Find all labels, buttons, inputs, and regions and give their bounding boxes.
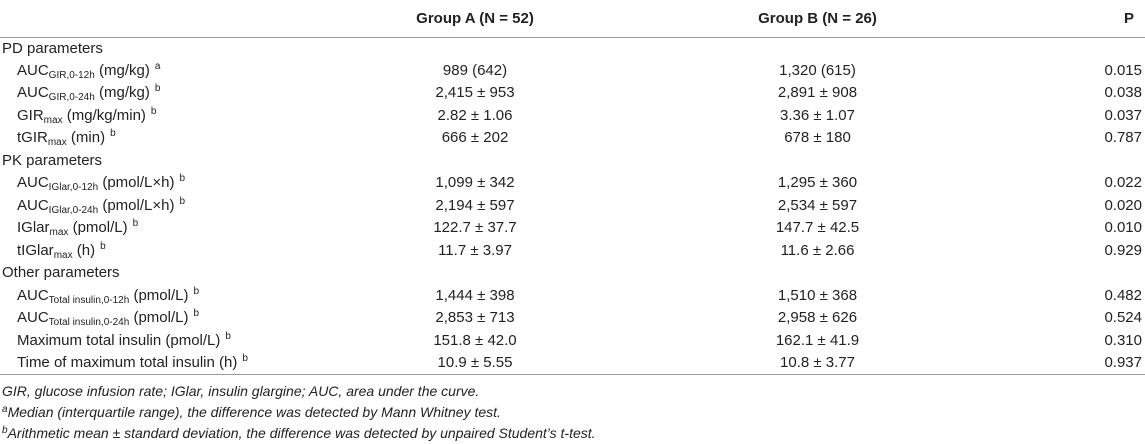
footnote-marker: b [179,173,186,185]
group-a-value: 151.8 ± 42.0 [433,331,517,349]
header-cell-group-a: Group A (N = 52) [330,0,620,37]
group-b-value: 10.8 ± 3.77 [620,352,1015,375]
table-row [0,105,1145,128]
group-a-value: 122.7 ± 37.7 [433,219,517,237]
parameter-base: Time of maximum total insulin (h) [17,354,238,371]
p-value: 0.015 [1104,61,1142,79]
parameter-unit: (mg/kg) [94,61,150,79]
parameter-unit: (pmol/L) [68,219,128,237]
section-title: PK parameters [2,151,103,169]
footnote-marker: b [110,128,116,140]
parameter-unit: (pmol/L) [129,286,189,304]
footnote-mark: a [2,404,8,415]
footnotes [0,381,1145,444]
p-value: 0.038 [1104,84,1142,102]
table-row [0,217,1145,240]
parameter-label [0,352,330,375]
header-row [0,0,1145,37]
table-row [0,240,1145,263]
group-a-value: 1,444 ± 398 [435,286,515,304]
parameter-subscript: max [43,114,63,126]
group-a-value: 2,415 ± 953 [435,84,515,102]
footnote-mark: b [2,425,8,436]
footnote [0,423,1145,444]
footnote-text: Median (interquartile range), the difference was detected by Mann Whitney test. [7,404,501,420]
parameter-base: tIGlar [17,241,54,259]
p-value: 0.020 [1104,196,1142,214]
header-cell-group-b: Group B (N = 26) [620,0,1015,37]
footnote-marker: b [179,195,186,207]
footnote-text: Arithmetic mean ± standard deviation, the difference was detected by unpaired Student’s t-test. [7,425,596,441]
footnote-marker: b [150,105,157,117]
group-b-value: 1,510 ± 368 [777,286,858,304]
parameter-base: AUC [17,174,49,192]
p-value: 0.037 [1104,106,1142,124]
parameter-unit: (pmol/L) [129,309,189,327]
group-b-value: 11.6 ± 2.66 [780,241,855,259]
p-value: 0.929 [1104,241,1142,259]
footnote [0,402,1145,423]
parameter-base: IGlar [17,219,50,237]
p-value: 0.010 [1104,219,1142,237]
header-cell-parameter [0,0,330,37]
p-value: 0.022 [1104,174,1142,192]
table-row [0,60,1145,83]
parameter-subscript: Total insulin,0-12h [48,294,130,306]
group-a-value: 1,099 ± 342 [435,174,515,192]
footnote-marker: a [154,60,161,72]
parameter-base: AUC [17,286,49,304]
parameter-label [0,60,330,83]
table-row [0,195,1145,218]
section-title: PD parameters [2,39,103,57]
parameter-unit: (min) [66,129,106,147]
table-row [0,307,1145,330]
footnote-marker: b [225,330,231,342]
table-row [0,352,1145,375]
parameter-unit: (mg/kg/min) [62,106,146,124]
header-cell-p: P [1015,0,1145,37]
parameter-base: Maximum total insulin (pmol/L) [17,331,221,349]
group-b-value: 2,891 ± 908 [777,84,858,102]
parameter-label [0,172,330,195]
parameter-subscript: max [49,227,69,239]
group-b-value: 678 ± 180 [784,129,851,147]
parameter-label [0,127,330,150]
group-b-value: 2,534 ± 597 [777,196,858,214]
group-b-value: 147.7 ± 42.5 [775,219,860,237]
parameter-base: AUC [17,196,49,214]
group-b-value: 1,320 (615) [779,61,856,79]
group-a-value: 2.82 ± 1.06 [437,106,513,124]
group-a-value: 2,194 ± 597 [435,196,515,214]
parameter-base: AUC [17,309,49,327]
parameter-subscript: GIR,0-12h [48,69,95,81]
parameter-base: AUC [17,84,49,102]
section-row [0,262,1145,285]
group-b-value: 1,295 ± 360 [777,174,858,192]
parameter-subscript: max [53,249,73,261]
p-value: 0.310 [1104,331,1142,349]
parameter-base: tGIR [17,129,48,147]
footnote-marker: b [193,308,200,320]
section-row [0,37,1145,60]
section-title: Other parameters [2,264,120,282]
parameter-label [0,330,330,353]
p-value: 0.937 [1015,352,1145,375]
group-b-value: 3.36 ± 1.07 [780,106,855,124]
table-row [0,330,1145,353]
p-value: 0.524 [1104,309,1142,327]
parameter-subscript: GIR,0-24h [48,92,95,104]
parameter-unit: (pmol/L×h) [98,174,175,192]
footnote-marker: b [100,240,106,252]
p-value: 0.482 [1104,286,1142,304]
table-row [0,127,1145,150]
table-row [0,172,1145,195]
parameter-base: GIR [17,106,44,124]
table-body [0,37,1145,375]
group-a-value: 11.7 ± 3.97 [438,241,512,259]
table-row [0,82,1145,105]
parameter-subscript: IGlar,0-24h [48,204,99,216]
parameter-label [0,217,330,240]
group-a-value: 10.9 ± 5.55 [330,352,620,375]
parameter-subscript: Total insulin,0-24h [48,317,130,329]
parameter-unit: (mg/kg) [94,84,150,102]
table-row [0,285,1145,308]
parameter-label [0,105,330,128]
footnote-marker: b [154,83,161,95]
parameter-unit: (h) [72,241,96,259]
group-b-value: 162.1 ± 41.9 [775,331,860,349]
parameter-subscript: IGlar,0-12h [48,182,99,194]
footnote-marker: b [193,285,200,297]
footnote-marker: b [132,218,139,230]
footnote-marker: b [242,353,248,364]
section-row [0,150,1145,173]
group-a-value: 2,853 ± 713 [435,309,515,327]
parameter-unit: (pmol/L×h) [98,196,175,214]
parameter-label [0,285,330,308]
group-a-value: 989 (642) [442,61,508,79]
footnote [0,381,1145,402]
footnote-text: GIR, glucose infusion rate; IGlar, insulin glargine; AUC, area under the curve. [2,383,480,399]
group-b-value: 2,958 ± 626 [777,309,858,327]
parameter-label [0,195,330,218]
group-a-value: 666 ± 202 [441,129,509,147]
parameter-subscript: max [47,137,67,149]
parameter-label [0,240,330,263]
parameter-base: AUC [17,61,49,79]
parameter-label [0,307,330,330]
p-value: 0.787 [1104,129,1142,147]
parameter-label [0,82,330,105]
